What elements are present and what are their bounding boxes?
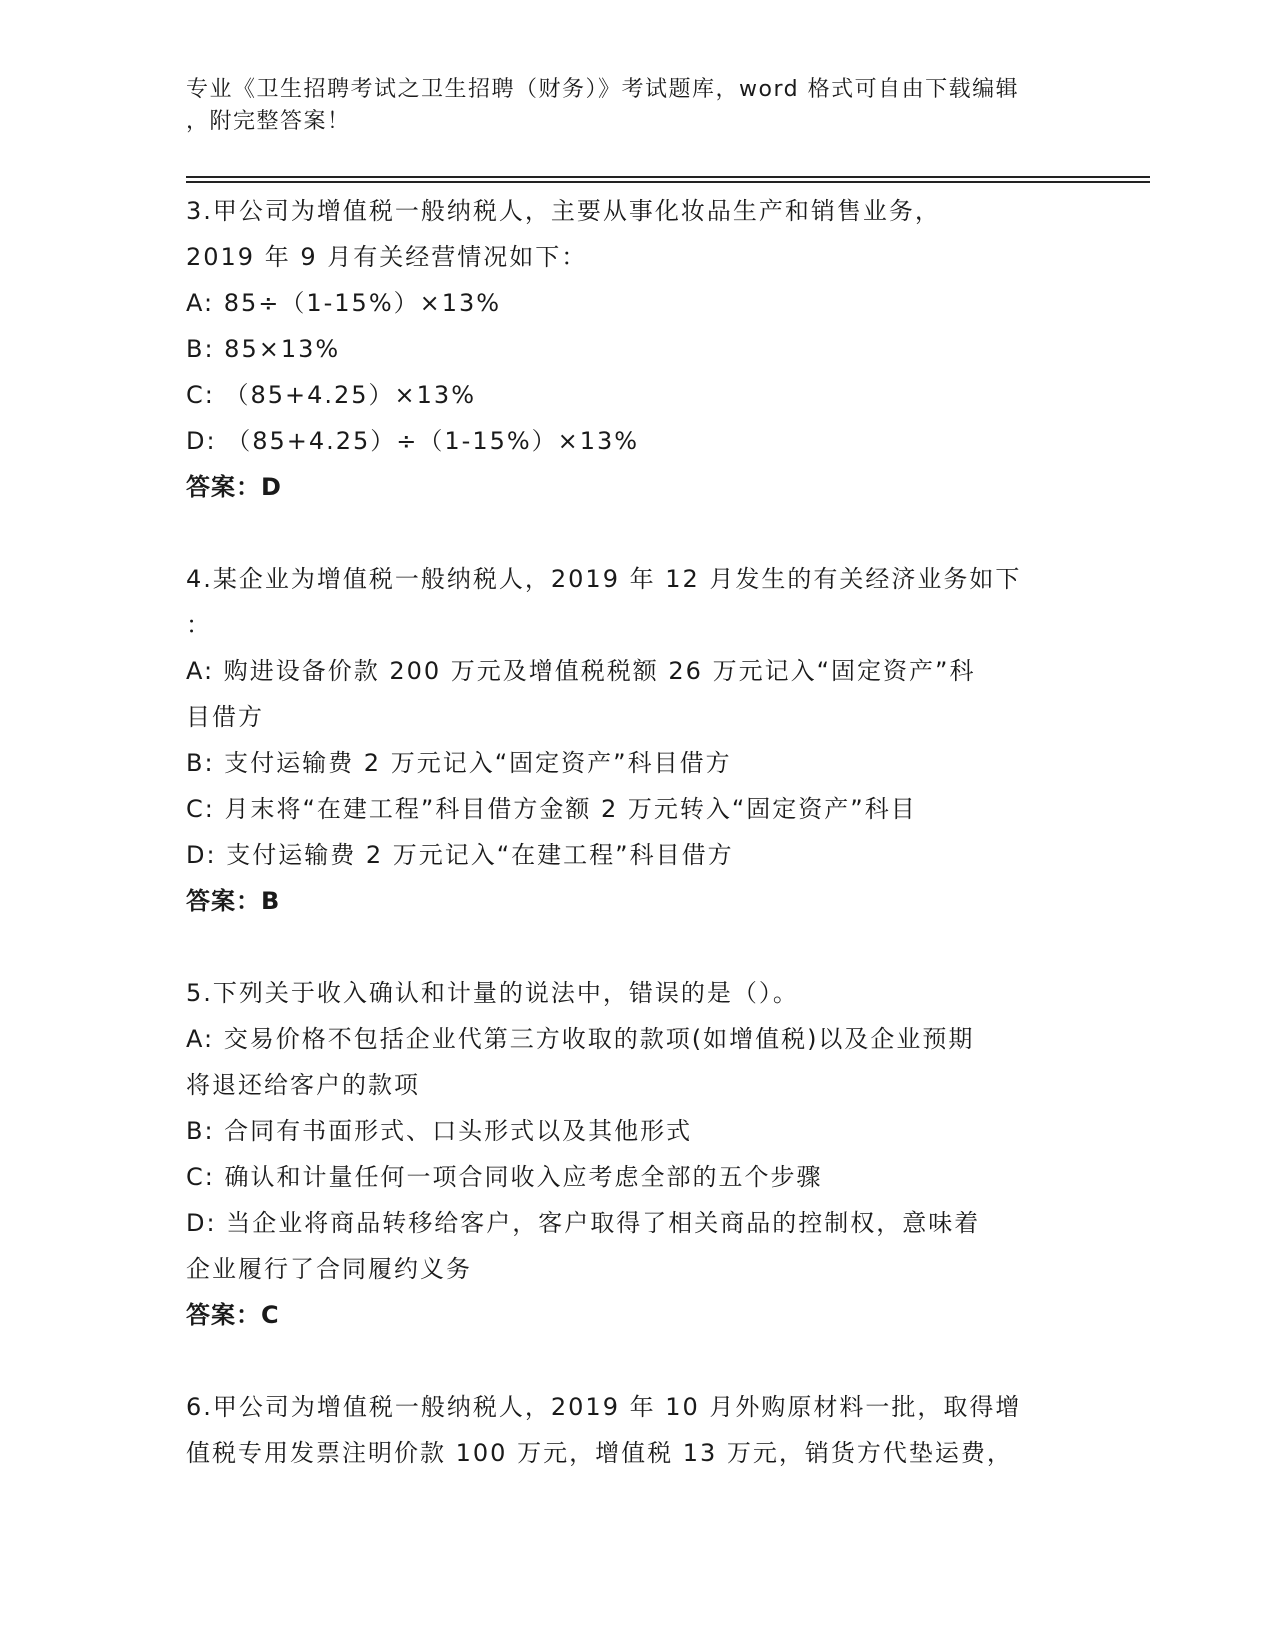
- question-list: [186, 188, 1086, 1522]
- option-line: 企业履行了合同履约义务: [186, 1255, 472, 1283]
- answer-value: C: [261, 1301, 280, 1329]
- answer-label: 答案：: [186, 1301, 261, 1329]
- answer-line: [186, 1292, 1086, 1338]
- document-header: [186, 74, 1066, 138]
- option-line: B: 合同有书面形式、口头形式以及其他形式: [186, 1117, 693, 1145]
- answer-label: 答案：: [186, 887, 261, 915]
- option-line: A: 购进设备价款 200 万元及增值税税额 26 万元记入“固定资产”科: [186, 657, 976, 685]
- answer-line: [186, 464, 1086, 510]
- option-line: D: （85+4.25）÷（1-15%）×13%: [186, 427, 640, 455]
- question-stem-line: 值税专用发票注明价款 100 万元，增值税 13 万元，销货方代垫运费，: [186, 1439, 1013, 1467]
- option-line: 将退还给客户的款项: [186, 1071, 420, 1099]
- question-item: [186, 970, 1086, 1338]
- header-divider-bottom: [186, 181, 1150, 183]
- answer-value: D: [261, 473, 282, 501]
- option-line: C: 确认和计量任何一项合同收入应考虑全部的五个步骤: [186, 1163, 823, 1191]
- option-line: 目借方: [186, 703, 264, 731]
- header-line-1: 专业《卫生招聘考试之卫生招聘（财务）》考试题库，word 格式可自由下载编辑: [186, 77, 1020, 102]
- option-line: A: 85÷（1-15%）×13%: [186, 289, 502, 317]
- question-item: [186, 188, 1086, 510]
- option-line: D: 当企业将商品转移给客户，客户取得了相关商品的控制权，意味着: [186, 1209, 981, 1237]
- question-stem-line: 6.甲公司为增值税一般纳税人，2019 年 10 月外购原材料一批，取得增: [186, 1393, 1022, 1421]
- question-stem-line: 5.下列关于收入确认和计量的说法中，错误的是（）。: [186, 979, 799, 1007]
- answer-value: B: [261, 887, 281, 915]
- option-line: A: 交易价格不包括企业代第三方收取的款项(如增值税)以及企业预期: [186, 1025, 975, 1053]
- question-stem-line: 4.某企业为增值税一般纳税人，2019 年 12 月发生的有关经济业务如下: [186, 565, 1022, 593]
- answer-label: 答案：: [186, 473, 261, 501]
- question-item: [186, 556, 1086, 924]
- header-line-2: ，附完整答案！: [186, 109, 351, 134]
- option-line: B: 85×13%: [186, 335, 341, 363]
- answer-line: [186, 878, 1086, 924]
- option-line: C: 月末将“在建工程”科目借方金额 2 万元转入“固定资产”科目: [186, 795, 917, 823]
- question-stem-line: ：: [186, 611, 212, 639]
- option-line: B: 支付运输费 2 万元记入“固定资产”科目借方: [186, 749, 732, 777]
- option-line: D: 支付运输费 2 万元记入“在建工程”科目借方: [186, 841, 734, 869]
- question-stem-line: 3.甲公司为增值税一般纳税人，主要从事化妆品生产和销售业务，: [186, 197, 941, 225]
- header-divider-top: [186, 176, 1150, 178]
- option-line: C: （85+4.25）×13%: [186, 381, 477, 409]
- question-item: [186, 1384, 1086, 1476]
- question-stem-line: 2019 年 9 月有关经营情况如下：: [186, 243, 588, 271]
